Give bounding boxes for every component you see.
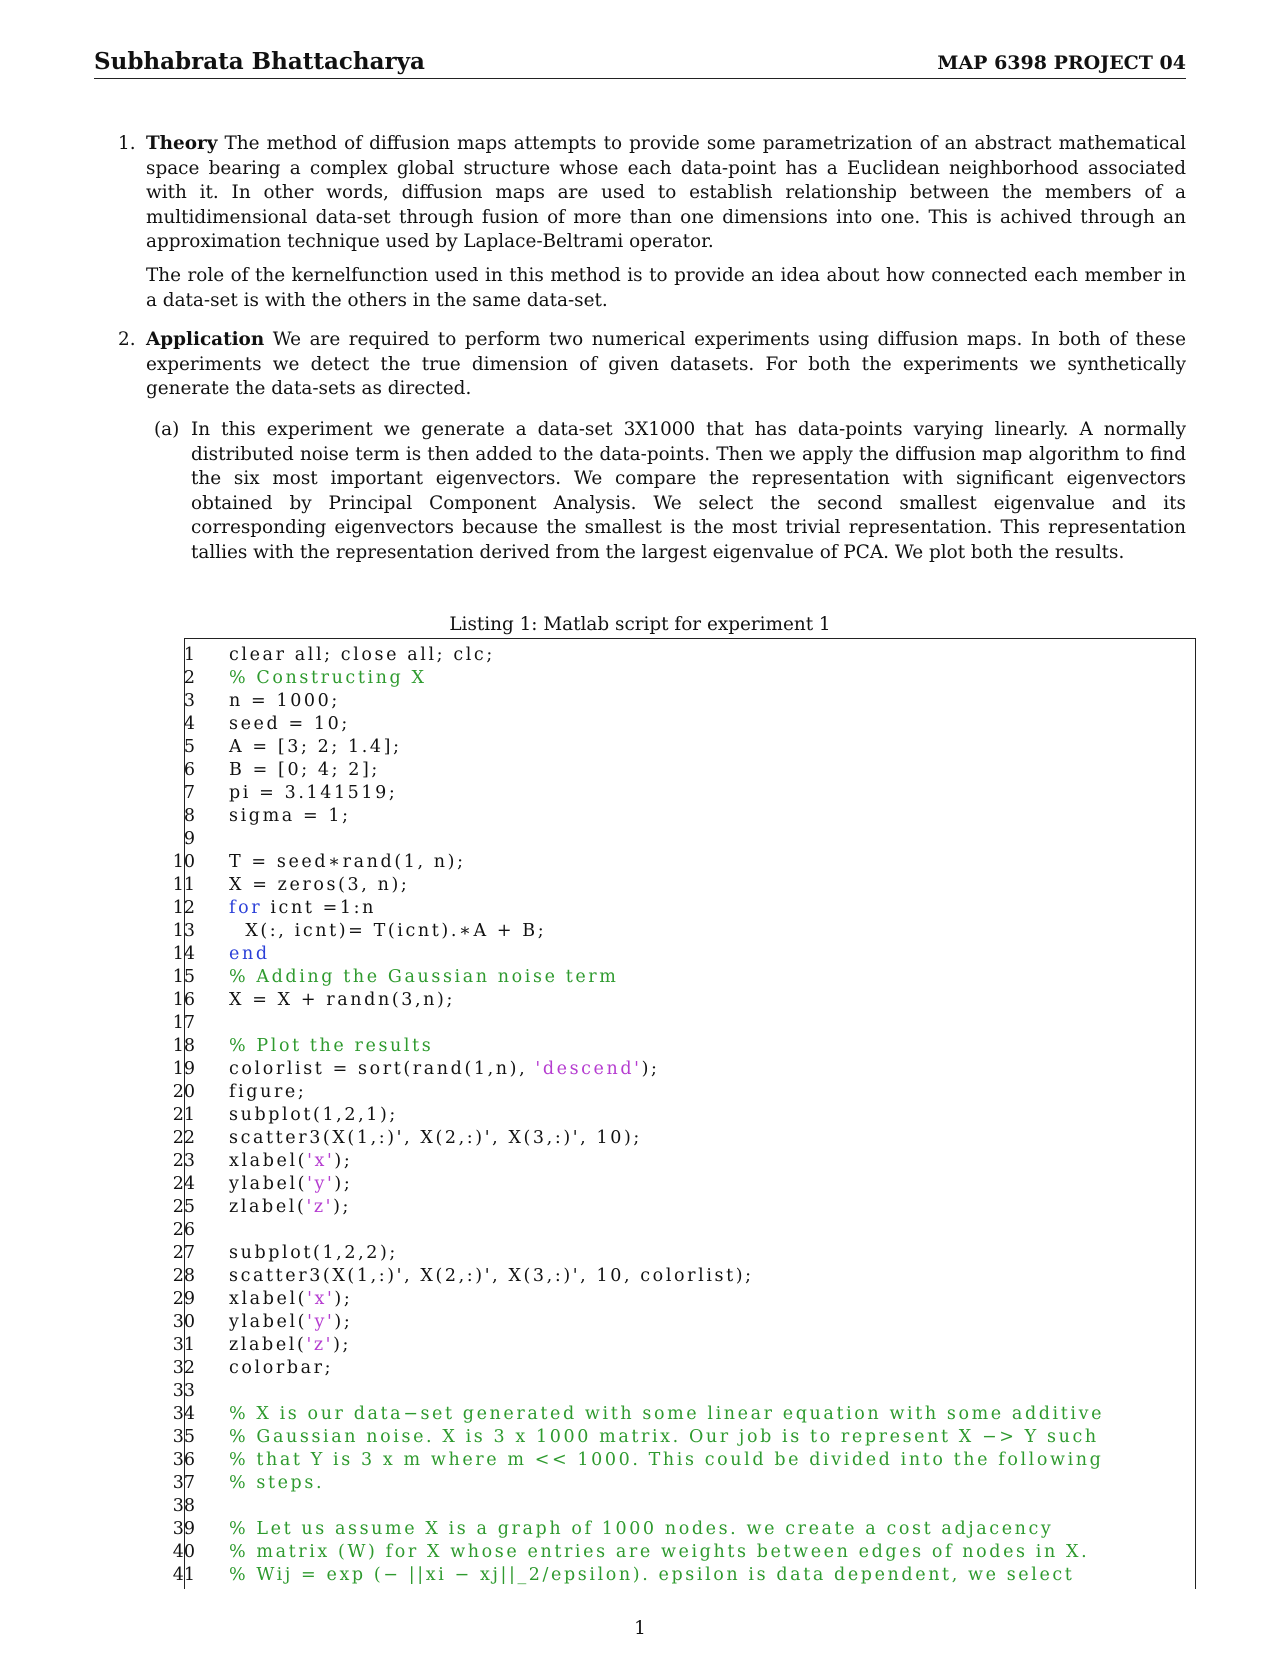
- code-text: [229, 990, 455, 1010]
- code-string: 'z': [306, 1197, 334, 1217]
- line-number: 6: [183, 760, 195, 780]
- code-text: [229, 1128, 642, 1148]
- code-token: );: [334, 1289, 353, 1309]
- code-text: [229, 898, 376, 918]
- line-number: 20: [172, 1082, 195, 1102]
- code-text: [229, 691, 340, 711]
- code-token: zlabel(: [229, 1335, 307, 1355]
- code-text: [229, 1197, 351, 1217]
- application-paragraph: [146, 328, 1186, 402]
- line-number: 26: [172, 1220, 195, 1240]
- code-text: [229, 944, 270, 964]
- line-number: 9: [183, 829, 195, 849]
- line-number: 1: [183, 645, 195, 665]
- line-number: 40: [172, 1542, 195, 1562]
- code-text: [229, 1174, 352, 1194]
- section-text: The method of diffusion maps attempts to provide some parametrization of an abstract mathematical space bearing a complex global structure whose each data-point has a Euclidean neighborhood associated with it. In other words, diffusion maps are used to establish relationship between the members of a multidimensional data-set through fusion of more than one dimensions into one. This is achived through an approximation technique used by Laplace-Beltrami operator.: [146, 133, 1186, 253]
- code-comment: % Wij = exp (− ||xi − xj||_2/epsilon). epsilon is data dependent, we select: [229, 1565, 1075, 1585]
- line-number: 31: [172, 1335, 195, 1355]
- code-token: X = zeros(3, n);: [229, 875, 410, 895]
- code-text: [229, 1542, 1089, 1562]
- line-number: 24: [172, 1174, 195, 1194]
- code-text: [229, 921, 546, 941]
- code-token: scatter3(X(1,:)', X(2,:)', X(3,:)', 10, colorlist);: [229, 1266, 754, 1286]
- code-token: n = 1000;: [229, 691, 340, 711]
- theory-paragraph: [146, 132, 1186, 255]
- code-text: [229, 1266, 754, 1286]
- code-text: [229, 668, 427, 688]
- code-keyword: end: [229, 944, 270, 964]
- line-number: 8: [183, 806, 195, 826]
- code-text: [229, 737, 402, 757]
- line-number: 14: [172, 944, 195, 964]
- author-name: Subhabrata Bhattacharya: [94, 48, 425, 75]
- code-token: icnt =1:n: [262, 898, 376, 918]
- code-text: [229, 783, 397, 803]
- code-token: clear all; close all; clc;: [229, 645, 495, 665]
- code-listing: [172, 638, 1196, 1589]
- line-number: 22: [172, 1128, 195, 1148]
- code-text: [229, 1358, 333, 1378]
- code-text: [229, 806, 351, 826]
- line-number: 3: [183, 691, 195, 711]
- line-number: 13: [172, 921, 195, 941]
- code-comment: % X is our data−set generated with some linear equation with some additive: [229, 1404, 1105, 1424]
- code-text: [229, 714, 350, 734]
- code-token: );: [334, 1151, 353, 1171]
- code-token: pi = 3.141519;: [229, 783, 398, 803]
- code-text: [229, 760, 380, 780]
- line-number: 15: [172, 967, 195, 987]
- line-number: 5: [183, 737, 195, 757]
- code-string: 'x': [307, 1289, 335, 1309]
- experiment-paragraph: In this experiment we generate a data-set 3X1000 that has data-points varying linearly. A normally distributed noise term is then added to the data-points. Then we apply the diffusion map algorithm to find the six most important eigenvectors. We compare the representation with significant eigenvectors obtained by Principal Component Analysis. We select the second smallest eigenvalue and its corresponding eigenvectors because the smallest is the most trivial representation. This representation tallies with the representation derived from the largest eigenvalue of PCA. We plot both the results.: [191, 419, 1186, 563]
- line-number: 17: [172, 1013, 195, 1033]
- code-token: subplot(1,2,2);: [229, 1243, 398, 1263]
- code-text: [229, 1082, 306, 1102]
- code-token: colorbar;: [229, 1358, 334, 1378]
- page-header: [94, 44, 1186, 79]
- code-token: T = seed∗rand(1, n);: [229, 852, 466, 872]
- code-text: [229, 1036, 433, 1056]
- listing-caption: Listing 1: Matlab script for experiment 1: [449, 614, 831, 635]
- code-comment: % matrix (W) for X whose entries are weights between edges of nodes in X.: [229, 1542, 1090, 1562]
- code-comment: % Gaussian noise. X is 3 x 1000 matrix. Our job is to represent X −> Y such: [229, 1427, 1099, 1447]
- line-number: 29: [172, 1289, 195, 1309]
- code-token: X(:, icnt)= T(icnt).∗A + B;: [229, 921, 547, 941]
- line-number: 25: [172, 1197, 195, 1217]
- line-number: 36: [172, 1450, 195, 1470]
- line-number: 23: [172, 1151, 195, 1171]
- code-text: [229, 1289, 352, 1309]
- code-token: A = [3; 2; 1.4];: [229, 737, 402, 757]
- code-text: [229, 1312, 352, 1332]
- line-number: 37: [172, 1473, 195, 1493]
- line-number: 4: [183, 714, 195, 734]
- code-string: 'z': [306, 1335, 334, 1355]
- code-text: [229, 1565, 1074, 1585]
- line-number: 12: [172, 898, 195, 918]
- code-token: X = X + randn(3,n);: [229, 990, 455, 1010]
- line-number: 35: [172, 1427, 195, 1447]
- code-comment: % Constructing X: [229, 668, 427, 688]
- page-number: 1: [634, 1618, 646, 1639]
- line-number: 33: [172, 1381, 195, 1401]
- code-string: 'y': [307, 1312, 335, 1332]
- code-string: 'descend': [535, 1059, 642, 1079]
- line-number: 32: [172, 1358, 195, 1378]
- line-number: 30: [172, 1312, 195, 1332]
- line-number: 21: [172, 1105, 195, 1125]
- code-comment: % Let us assume X is a graph of 1000 nodes. we create a cost adjacency: [229, 1519, 1054, 1539]
- code-comment: % Plot the results: [229, 1036, 434, 1056]
- code-text: [229, 1404, 1104, 1424]
- code-string: 'x': [307, 1151, 335, 1171]
- line-number: 10: [172, 852, 195, 872]
- code-text: [229, 852, 466, 872]
- code-text: [229, 1059, 660, 1079]
- code-token: );: [334, 1174, 353, 1194]
- code-token: );: [333, 1197, 352, 1217]
- line-number: 39: [172, 1519, 195, 1539]
- subsection-label: (a): [154, 419, 180, 440]
- code-text: [229, 875, 409, 895]
- code-token: seed = 10;: [229, 714, 350, 734]
- code-keyword: for: [229, 898, 263, 918]
- code-token: colorlist = sort(rand(1,n),: [229, 1059, 536, 1079]
- code-token: );: [333, 1335, 352, 1355]
- section-number: 2.: [118, 329, 136, 350]
- line-number: 18: [172, 1036, 195, 1056]
- code-token: scatter3(X(1,:)', X(2,:)', X(3,:)', 10);: [229, 1128, 642, 1148]
- line-number: 27: [172, 1243, 195, 1263]
- code-text: [229, 1450, 1103, 1470]
- code-token: );: [641, 1059, 660, 1079]
- code-text: [229, 1519, 1053, 1539]
- code-comment: % that Y is 3 x m where m << 1000. This could be divided into the following: [229, 1450, 1104, 1470]
- section-text: We are required to perform two numerical experiments using diffusion maps. In both of these experiments we detect the true dimension of given datasets. For both the experiments we synthetically generate the data-sets as directed.: [146, 329, 1186, 400]
- line-number: 2: [183, 668, 195, 688]
- line-number: 41: [172, 1565, 195, 1585]
- code-token: xlabel(: [229, 1151, 308, 1171]
- line-number: 19: [172, 1059, 195, 1079]
- code-text: [229, 1105, 398, 1125]
- line-number: 7: [183, 783, 195, 803]
- code-token: subplot(1,2,1);: [229, 1105, 398, 1125]
- line-number: 34: [172, 1404, 195, 1424]
- code-token: );: [334, 1312, 353, 1332]
- code-token: ylabel(: [229, 1312, 308, 1332]
- code-token: ylabel(: [229, 1174, 308, 1194]
- code-text: [229, 1335, 351, 1355]
- code-token: B = [0; 4; 2];: [229, 760, 380, 780]
- line-number: 16: [172, 990, 195, 1010]
- code-token: xlabel(: [229, 1289, 308, 1309]
- code-text: [229, 1243, 398, 1263]
- theory-paragraph-2: The role of the kernelfunction used in this method is to provide an idea about how connected each member in a data-set is with the others in the same data-set.: [146, 265, 1186, 311]
- code-token: figure;: [229, 1082, 307, 1102]
- section-title: Application: [146, 329, 265, 350]
- code-comment: % Adding the Gaussian noise term: [229, 967, 619, 987]
- code-text: [229, 1427, 1099, 1447]
- section-title: Theory: [146, 133, 218, 154]
- code-text: [229, 645, 495, 665]
- code-string: 'y': [307, 1174, 335, 1194]
- course-title: MAP 6398 PROJECT 04: [937, 52, 1186, 74]
- code-text: [229, 967, 618, 987]
- code-token: sigma = 1;: [229, 806, 351, 826]
- code-token: zlabel(: [229, 1197, 307, 1217]
- code-comment: % steps.: [229, 1473, 325, 1493]
- line-number: 28: [172, 1266, 195, 1286]
- code-text: [229, 1473, 324, 1493]
- line-number: 11: [172, 875, 195, 895]
- section-number: 1.: [118, 133, 136, 154]
- line-number: 38: [172, 1496, 195, 1516]
- code-text: [229, 1151, 352, 1171]
